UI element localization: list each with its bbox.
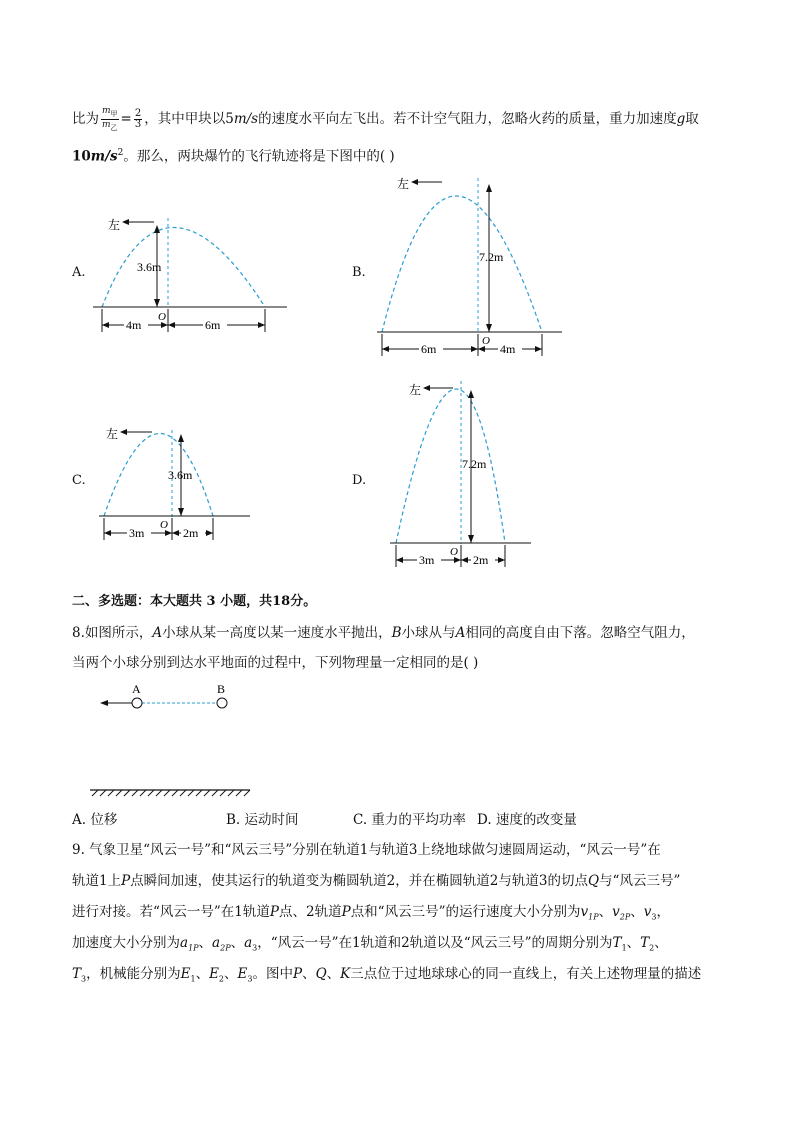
option-c-left-dist: 3m	[129, 526, 145, 540]
option-c-height: 3.6m	[168, 468, 193, 482]
q9-line3: 进行对接。若“风云一号”在1轨道P点、2轨道P点和“风云三号”的运行速度大小分别为$v_{1P}$、$v_{2P}$、$v_3$，	[72, 904, 670, 922]
option-b-left-dist: 6m	[421, 342, 437, 356]
q9-line5: $T_3$，机械能分别为$E_1$、$E_2$、$E_3$。图中P、Q、K三点位于过地球球心的同一直线上，有关上述物理量的描述	[72, 966, 702, 984]
option-c-dir: 左	[106, 427, 119, 441]
option-d-dir: 左	[409, 383, 422, 397]
q8-diagram	[90, 680, 260, 800]
option-a-diagram	[90, 205, 295, 340]
q9-line4: 加速度大小分别为$a_{1P}$、$a_{2P}$、$a_3$，“风云一号”在1轨道和2轨道以及“风云三号”的周期分别为$T_1$、$T_2$、	[72, 935, 668, 953]
option-d-label[interactable]: D.	[352, 473, 367, 488]
ball-b	[217, 698, 227, 708]
option-a-left-dist: 4m	[126, 318, 142, 332]
option-c-right-dist: 2m	[183, 526, 199, 540]
option-b-origin: O	[482, 335, 490, 347]
q8-option-a[interactable]: A. 位移	[72, 812, 118, 828]
ball-a-label: A	[132, 682, 141, 696]
ball-a	[132, 698, 142, 708]
option-d-origin: O	[450, 546, 458, 558]
q9-line1: 9. 气象卫星“风云一号”和“风云三号”分别在轨道1与轨道3上绕地球做匀速圆周运动，“风云一号”在	[72, 842, 661, 858]
option-a-label[interactable]: A.	[72, 265, 86, 280]
option-b-label[interactable]: B.	[352, 265, 366, 280]
option-a-height: 3.6m	[137, 260, 162, 274]
option-c-diagram	[90, 420, 260, 550]
option-b-diagram	[372, 170, 572, 360]
option-c-origin: O	[160, 519, 168, 531]
mass-fraction: $\frac{m_甲}{m_乙}$	[102, 106, 118, 132]
option-b-dir: 左	[397, 177, 410, 191]
q7-line1: 比为 $\frac{m_甲}{m_乙}$ = $\frac{2}{3}$ ，其中甲块以5m/s的速度水平向左飞出。若不计空气阻力，忽略火药的质量，重力加速度g取	[72, 106, 699, 132]
option-d-diagram	[385, 375, 545, 575]
q8-option-c[interactable]: C. 重力的平均功率	[353, 812, 466, 828]
q7-line2: $10m/s^2$。那么，两块爆竹的飞行轨迹将是下图中的( )	[72, 148, 395, 165]
option-d-right-dist: 2m	[473, 553, 489, 567]
q8-line1: 8.如图所示，A小球从某一高度以某一速度水平抛出，B小球从与A相同的高度自由下落。忽略空气阻力，	[72, 625, 695, 641]
q9-line2: 轨道1上P点瞬间加速，使其运行的轨道变为椭圆轨道2，并在椭圆轨道2与轨道3的切点Q与“风云三号”	[72, 873, 681, 889]
option-d-left-dist: 3m	[419, 553, 435, 567]
option-b-right-dist: 4m	[500, 342, 516, 356]
option-a-origin: O	[158, 311, 166, 323]
option-a-right-dist: 6m	[205, 318, 221, 332]
q8-line2: 当两个小球分别到达水平地面的过程中，下列物理量一定相同的是( )	[72, 655, 479, 671]
option-d-height: 7.2m	[462, 457, 487, 471]
section-2-heading: 二、多选题：本大题共 3 小题，共18分。	[72, 594, 317, 609]
ratio-fraction: $\frac{2}{3}$	[134, 107, 142, 130]
q8-option-d[interactable]: D. 速度的改变量	[477, 812, 577, 828]
option-b-height: 7.2m	[479, 250, 504, 264]
option-a-dir: 左	[108, 218, 121, 232]
q8-option-b[interactable]: B. 运动时间	[226, 812, 299, 828]
option-c-label[interactable]: C.	[72, 473, 86, 488]
ball-b-label: B	[217, 682, 226, 696]
